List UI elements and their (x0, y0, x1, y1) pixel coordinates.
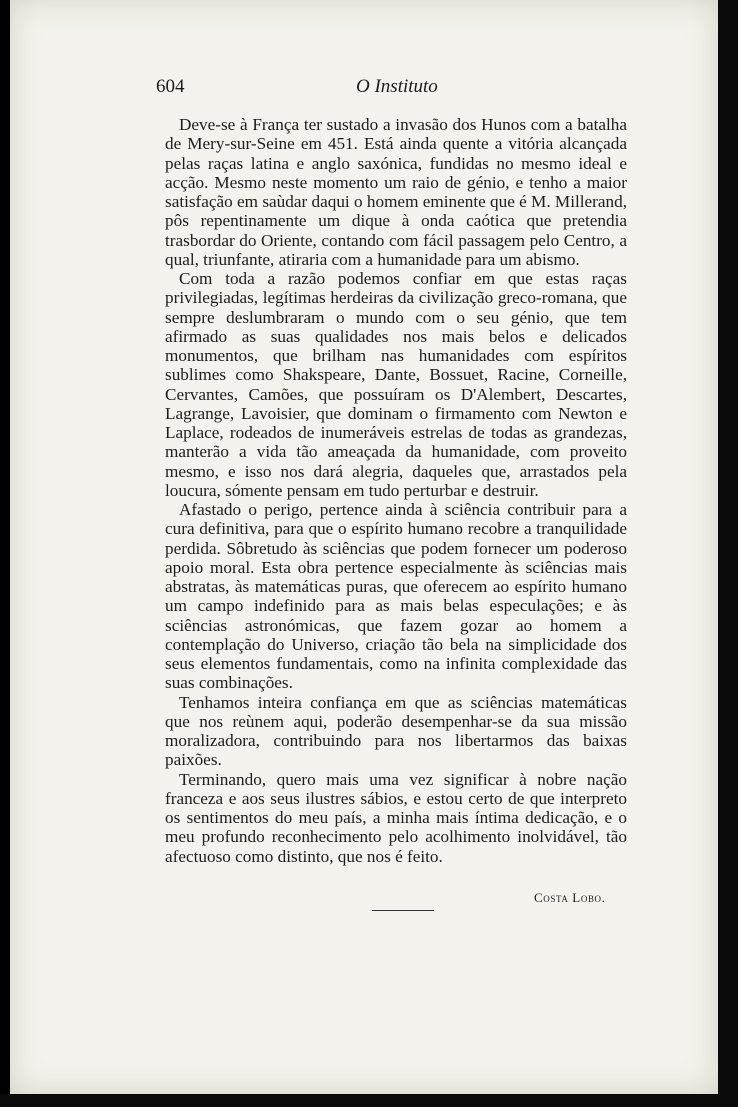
paragraph-5: Terminando, quero mais uma vez significar à nobre nação franceza e aos seus ilustres sábios, e estou certo de que interpreto os sentimentos do meu país, a minha mais íntima dedicação, e o meu profundo reconhecimento pelo acolhimento inolvidável, tão afectuoso como distinto, que nos é feito. (165, 769, 627, 866)
author-signature: Costa Lobo. (534, 890, 606, 905)
page-header (156, 76, 636, 102)
scan-edge-right (718, 0, 738, 1107)
scan-edge-bottom (0, 1094, 738, 1107)
paragraph-1: Deve-se à França ter sustado a invasão dos Hunos com a batalha de Mery-sur-Seine em 451. Está ainda quente a vitória alcançada pelas raças latina e anglo saxónica, fundidas no mesmo ideal e acção. Mesmo neste momento um raio de génio, e tenho a maior satisfação em saùdar daqui o homem eminente que é M. Millerand, pôs repentinamente um dique à onda caótica que pretendia trasbordar do Oriente, contando com fácil passagem pelo Centro, a qual, triunfante, atiraria com a humanidade para um abismo. (165, 115, 628, 269)
page-number: 604 (156, 76, 185, 97)
paragraph-4: Tenhamos inteira confiança em que as sciências matemáticas que nos reùnem aqui, poderão desempenhar-se da sua missão moralizadora, contribuindo para nos libertarmos das baixas paixões. (165, 692, 627, 770)
paragraph-3: Afastado o perigo, pertence ainda à sciência contribuir para a cura definitiva, para que o espírito humano recobre a tranquilidade perdida. Sôbretudo às sciências que podem fornecer um poderoso apoio moral. Esta obra pertence especialmente às sciências mais abstratas, às matemáticas puras, que oferecem ao espírito humano um campo indefinido para as mais belas especulações; e às sciências astronómicas, que fazem gozar ao homem a contemplação do Universo, criação tão bela na simplicidade dos seus elementos fundamentais, como na infinita complexidade das suas combinações. (165, 500, 627, 693)
running-title: O Instituto (356, 76, 438, 97)
body-text (165, 115, 627, 866)
paragraph-2: Com toda a razão podemos confiar em que estas raças privilegiadas, legítimas herdeiras da civilização greco-romana, que sempre deslumbraram o mundo com o seu génio, que tem afirmado as suas qualidades nos mais belos e delicados monumentos, que brilham nas humanidades com espíritos sublimes como Shakspeare, Dante, Bossuet, Racine, Corneille, Cervantes, Camões, que possuíram os D'Alembert, Descartes, Lagrange, Lavoisier, que dominam o firmamento com Newton e Laplace, rodeados de inumeráveis estrelas de todas as grandezas, manterão a vida tão ameaçada da humanidade, com proveito mesmo, e isso nos dará alegria, daqueles que, arrastados pela loucura, sómente pensam em tudo perturbar e destruir. (165, 269, 627, 500)
end-rule (372, 910, 434, 911)
